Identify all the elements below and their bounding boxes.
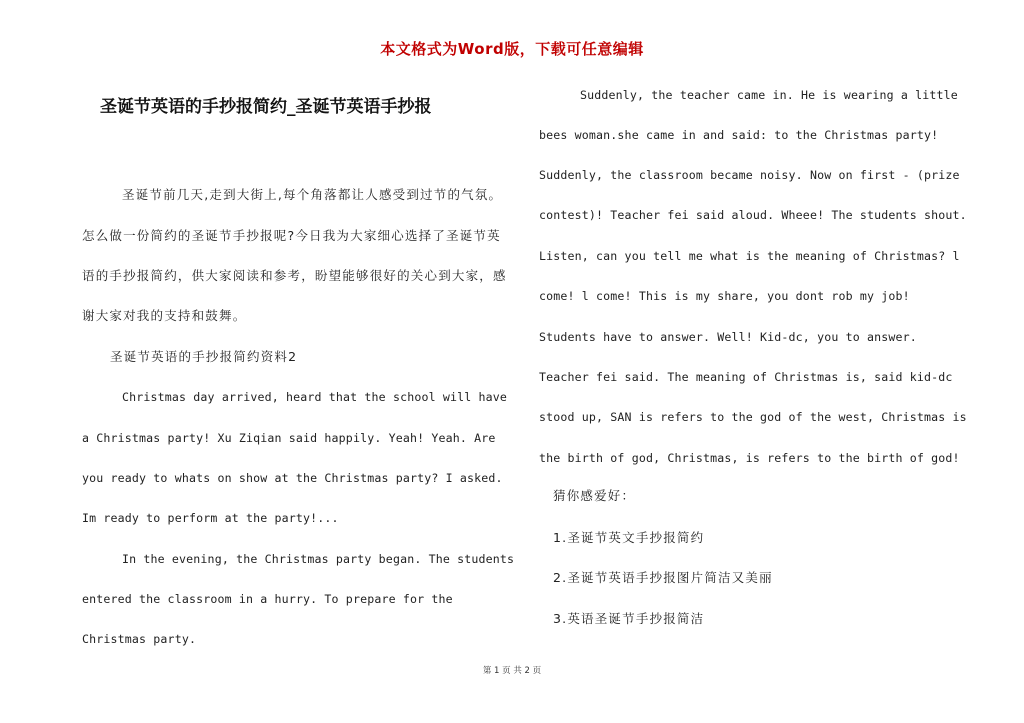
body-line: Students have to answer. Well! Kid-dc, you to answer.: [539, 330, 917, 344]
related-link[interactable]: 3.英语圣诞节手抄报简洁: [553, 611, 705, 626]
body-line: a Christmas party! Xu Ziqian said happily. Yeah! Yeah. Are: [82, 431, 496, 445]
intro-line: 语的手抄报简约，供大家阅读和参考，盼望能够很好的关心到大家，感: [82, 268, 507, 283]
page-number: 第 1 页 共 2 页: [482, 666, 542, 676]
body-line: Listen, can you tell me what is the meaning of Christmas? l: [539, 249, 960, 263]
related-link[interactable]: 2.圣诞节英语手抄报图片简洁又美丽: [553, 570, 773, 585]
body-line: Suddenly, the classroom became noisy. Now on first - (prize: [539, 168, 960, 182]
body-line: Christmas day arrived, heard that the school will have: [122, 390, 508, 404]
related-heading: 猜你感爱好：: [553, 488, 636, 503]
watermark-banner: 本文格式为Word版，下载可任意编辑: [380, 40, 644, 58]
body-line: come! l come! This is my share, you dont rob my job!: [539, 289, 910, 303]
related-link[interactable]: 1.圣诞节英文手抄报简约: [553, 530, 705, 545]
body-line: entered the classroom in a hurry. To prepare for the: [82, 592, 453, 606]
intro-line: 圣诞节前几天,走到大街上,每个角落都让人感受到过节的气氛。: [122, 187, 503, 202]
body-line: you ready to whats on show at the Christmas party? I asked.: [82, 471, 503, 485]
intro-line: 怎么做一份简约的圣诞节手抄报呢?今日我为大家细心选择了圣诞节英: [82, 228, 501, 243]
body-line: bees woman.she came in and said: to the Christmas party!: [539, 128, 939, 142]
body-line: In the evening, the Christmas party began. The students: [122, 552, 515, 566]
body-line: Christmas party.: [82, 632, 197, 646]
body-line: the birth of god, Christmas, is refers to the birth of god!: [539, 451, 960, 465]
body-line: contest)! Teacher fei said aloud. Wheee! The students shout.: [539, 208, 967, 222]
body-line: stood up, SAN is refers to the god of the west, Christmas is: [539, 410, 967, 424]
body-line: Suddenly, the teacher came in. He is wearing a little: [580, 88, 958, 102]
intro-line: 谢大家对我的支持和鼓舞。: [82, 308, 247, 323]
body-line: Teacher fei said. The meaning of Christmas is, said kid-dc: [539, 370, 953, 384]
body-line: Im ready to perform at the party!...: [82, 511, 339, 525]
section-subheading: 圣诞节英语的手抄报简约资料2: [110, 349, 298, 364]
page-title: 圣诞节英语的手抄报简约_圣诞节英语手抄报: [100, 97, 432, 117]
